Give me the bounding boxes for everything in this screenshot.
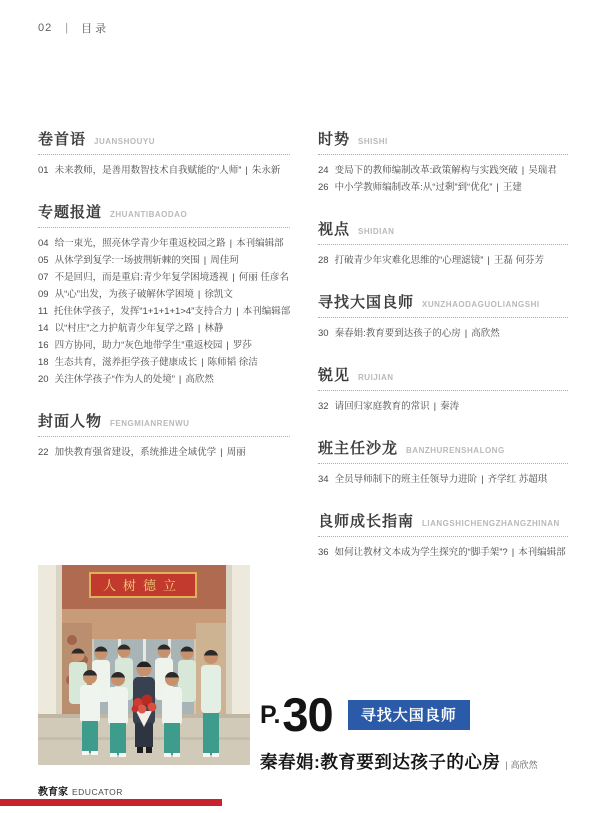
toc-entry bbox=[38, 162, 290, 179]
feature-page-line bbox=[260, 688, 580, 741]
entry-title: 秦春娟:教育要到达孩子的心房 bbox=[334, 328, 461, 339]
entry-title: 全员导师制下的班主任领导力进阶 bbox=[334, 474, 478, 485]
entry-title: 加快教育强省建设，系统推进全域优学 bbox=[54, 447, 217, 458]
section-title: 专题报道 bbox=[38, 204, 103, 221]
section-pinyin: SHIDIAN bbox=[358, 227, 395, 236]
entry-title: 以“村庄”之力护航青少年复学之路 bbox=[54, 323, 194, 334]
entry-author: 本刊编辑部 bbox=[236, 238, 284, 249]
toc-section bbox=[318, 218, 568, 269]
toc-entry bbox=[38, 444, 290, 461]
cover-photo-illustration bbox=[38, 565, 250, 765]
section-divider bbox=[38, 436, 290, 437]
entry-author: 本刊编辑部 bbox=[242, 306, 290, 317]
section-entry-list bbox=[318, 471, 568, 488]
author-separator: | bbox=[505, 759, 508, 770]
entry-separator: | bbox=[197, 323, 201, 334]
entry-title: 给一束光，照亮休学青少年重返校园之路 bbox=[54, 238, 226, 249]
right-pillar bbox=[232, 565, 250, 725]
left-pillar bbox=[38, 565, 56, 725]
entry-separator: | bbox=[197, 289, 201, 300]
entry-separator: | bbox=[496, 182, 499, 193]
section-divider bbox=[318, 317, 568, 318]
entry-separator: | bbox=[203, 255, 207, 266]
section-heading bbox=[318, 218, 568, 239]
section-divider bbox=[38, 227, 290, 228]
entry-page-number: 20 bbox=[38, 374, 49, 385]
page-footer bbox=[38, 783, 123, 798]
toc-entry bbox=[38, 337, 290, 354]
toc-column-left bbox=[38, 128, 290, 483]
section-heading bbox=[38, 410, 290, 431]
toc-entry bbox=[38, 320, 290, 337]
toc-section bbox=[318, 437, 568, 488]
section-pinyin: BANZHURENSHALONG bbox=[406, 446, 505, 455]
section-pinyin: LIANGSHICHENGZHANGZHINAN bbox=[422, 519, 560, 528]
entry-page-number: 04 bbox=[38, 238, 49, 249]
toc-column-right bbox=[318, 128, 568, 583]
entry-page-number: 18 bbox=[38, 357, 49, 368]
toc-entry bbox=[318, 544, 568, 561]
toc-section bbox=[38, 410, 290, 461]
entry-author: 王建 bbox=[502, 182, 522, 193]
entry-title: 四方协同，助力“灰色地带学生”重返校园 bbox=[54, 340, 223, 351]
page-header bbox=[38, 20, 109, 36]
entry-page-number: 16 bbox=[38, 340, 49, 351]
entry-author: 罗莎 bbox=[232, 340, 252, 351]
toc-entry bbox=[318, 398, 568, 415]
toc-entry bbox=[38, 252, 290, 269]
section-heading bbox=[318, 437, 568, 458]
entry-page-number: 28 bbox=[318, 255, 329, 266]
brand-name-cn: 教育家 bbox=[38, 787, 68, 798]
entry-separator: | bbox=[201, 357, 204, 368]
section-entry-list bbox=[318, 544, 568, 561]
entry-page-number: 05 bbox=[38, 255, 49, 266]
entry-title: 中小学教师编制改革:从“过剩”到“优化” bbox=[334, 182, 493, 193]
entry-title: 请回归家庭教育的常识 bbox=[334, 401, 430, 412]
section-divider bbox=[318, 463, 568, 464]
entry-author: 陈师韬 徐洁 bbox=[207, 357, 258, 368]
section-heading bbox=[318, 510, 568, 531]
section-title: 良师成长指南 bbox=[318, 513, 415, 530]
section-divider bbox=[318, 390, 568, 391]
entry-title: 不是回归，而是重启:青少年复学困境透视 bbox=[54, 272, 229, 283]
entry-page-number: 24 bbox=[318, 165, 329, 176]
section-entry-list bbox=[38, 235, 290, 388]
toc-entry bbox=[318, 471, 568, 488]
entry-title: 生态共育，滋养拒学孩子健康成长 bbox=[54, 357, 198, 368]
entry-separator: | bbox=[220, 447, 223, 458]
entry-page-number: 07 bbox=[38, 272, 49, 283]
toc-entry bbox=[38, 371, 290, 388]
toc-section bbox=[318, 364, 568, 415]
toc-entry bbox=[318, 179, 568, 196]
entry-title: 打破青少年灾难化思维的“心理滤镜” bbox=[334, 255, 484, 266]
section-heading bbox=[38, 128, 290, 149]
section-title: 寻找大国良师 bbox=[318, 294, 415, 311]
footer-red-bar bbox=[0, 799, 222, 806]
entry-page-number: 14 bbox=[38, 323, 49, 334]
section-title: 视点 bbox=[318, 221, 351, 238]
entry-author: 何丽 任彦名 bbox=[238, 272, 289, 283]
section-pinyin: ZHUANTIBAODAO bbox=[110, 210, 188, 219]
entry-page-number: 01 bbox=[38, 165, 49, 176]
section-title: 封面人物 bbox=[38, 413, 103, 430]
page-title: 目录 bbox=[81, 23, 110, 35]
entry-author: 吴瑞君 bbox=[528, 165, 557, 176]
entry-author: 徐凯文 bbox=[204, 289, 233, 300]
entry-separator: | bbox=[232, 272, 235, 283]
entry-author: 高欣然 bbox=[471, 328, 500, 339]
section-divider bbox=[318, 154, 568, 155]
section-entry-list bbox=[318, 325, 568, 342]
toc-entry bbox=[318, 162, 568, 179]
feature-author: | 高欣然 bbox=[505, 759, 538, 770]
feature-page-prefix: P. bbox=[260, 700, 281, 729]
entry-title: 关注休学孩子“作为人的处境” bbox=[54, 374, 175, 385]
section-heading bbox=[38, 201, 290, 222]
section-pinyin: XUNZHAODAGUOLIANGSHI bbox=[422, 300, 540, 309]
entry-author: 本刊编辑部 bbox=[518, 547, 566, 558]
section-entry-list bbox=[318, 162, 568, 196]
entry-author: 周佳珂 bbox=[210, 255, 239, 266]
toc-entry bbox=[38, 269, 290, 286]
entry-title: 变局下的教师编制改革:政策解构与实践突破 bbox=[334, 165, 518, 176]
section-divider bbox=[318, 244, 568, 245]
section-title: 班主任沙龙 bbox=[318, 440, 399, 457]
entry-page-number: 26 bbox=[318, 182, 329, 193]
brand-name-en: EDUCATOR bbox=[72, 787, 123, 797]
toc-entry bbox=[318, 252, 568, 269]
entry-separator: | bbox=[245, 165, 248, 176]
entry-author: 周丽 bbox=[226, 447, 246, 458]
entry-author: 秦涛 bbox=[440, 401, 460, 412]
entry-page-number: 11 bbox=[38, 306, 48, 317]
page-number: 02 bbox=[38, 22, 53, 34]
feature-block bbox=[260, 688, 580, 774]
entry-page-number: 22 bbox=[38, 447, 49, 458]
entry-page-number: 30 bbox=[318, 328, 329, 339]
section-entry-list bbox=[38, 162, 290, 179]
entry-author: 王磊 何芬芳 bbox=[493, 255, 545, 266]
section-pinyin: SHISHI bbox=[358, 137, 388, 146]
entry-title: 从“心”出发，为孩子破解休学困境 bbox=[54, 289, 194, 300]
toc-section bbox=[318, 510, 568, 561]
entry-page-number: 32 bbox=[318, 401, 329, 412]
toc-entry bbox=[38, 286, 290, 303]
entry-separator: | bbox=[464, 328, 468, 339]
entry-title: 托住休学孩子，发挥“1+1+1+1>4”支持合力 bbox=[53, 306, 233, 317]
toc-section bbox=[318, 291, 568, 342]
entry-separator: | bbox=[433, 401, 437, 412]
header-divider: | bbox=[65, 22, 69, 34]
entry-page-number: 36 bbox=[318, 547, 329, 558]
entry-author: 林静 bbox=[204, 323, 224, 334]
section-heading bbox=[318, 128, 568, 149]
toc-section bbox=[38, 201, 290, 388]
entry-separator: | bbox=[178, 374, 182, 385]
entry-separator: | bbox=[481, 474, 484, 485]
entry-page-number: 09 bbox=[38, 289, 49, 300]
toc-entry bbox=[38, 354, 290, 371]
entry-author: 高欣然 bbox=[185, 374, 214, 385]
entry-title: 从休学到复学:一场披荆斩棘的突围 bbox=[54, 255, 200, 266]
section-pinyin: FENGMIANRENWU bbox=[110, 419, 190, 428]
section-entry-list bbox=[318, 398, 568, 415]
section-heading bbox=[318, 291, 568, 312]
entry-separator: | bbox=[511, 547, 515, 558]
feature-badge: 寻找大国良师 bbox=[348, 700, 470, 730]
toc-section bbox=[318, 128, 568, 196]
section-title: 卷首语 bbox=[38, 131, 87, 148]
entry-title: 如何让教材文本成为学生探究的“脚手架”? bbox=[334, 547, 508, 558]
entry-separator: | bbox=[226, 340, 229, 351]
feature-page-number: 30 bbox=[282, 688, 333, 741]
section-entry-list bbox=[318, 252, 568, 269]
section-entry-list bbox=[38, 444, 290, 461]
section-pinyin: RUIJIAN bbox=[358, 373, 394, 382]
entry-title: 未来教师，是善用数智技术自我赋能的“人师” bbox=[54, 165, 242, 176]
section-divider bbox=[318, 536, 568, 537]
section-title: 时势 bbox=[318, 131, 351, 148]
entry-page-number: 34 bbox=[318, 474, 329, 485]
entry-author: 朱永新 bbox=[251, 165, 281, 176]
section-title: 锐见 bbox=[318, 367, 351, 384]
toc-entry bbox=[318, 325, 568, 342]
entry-separator: | bbox=[521, 165, 525, 176]
entry-separator: | bbox=[487, 255, 490, 266]
toc-entry bbox=[38, 235, 290, 252]
entry-author: 齐学红 苏超琪 bbox=[487, 474, 548, 485]
cover-photo bbox=[38, 565, 250, 765]
toc-entry bbox=[38, 303, 290, 320]
entry-separator: | bbox=[236, 306, 239, 317]
toc-section bbox=[38, 128, 290, 179]
section-pinyin: JUANSHOUYU bbox=[94, 137, 156, 146]
entry-separator: | bbox=[229, 238, 233, 249]
entrance-sign-text: 人树德立 bbox=[102, 578, 184, 593]
section-heading bbox=[318, 364, 568, 385]
feature-title: 秦春娟:教育要到达孩子的心房 | 高欣然 bbox=[260, 751, 538, 772]
section-divider bbox=[38, 154, 290, 155]
